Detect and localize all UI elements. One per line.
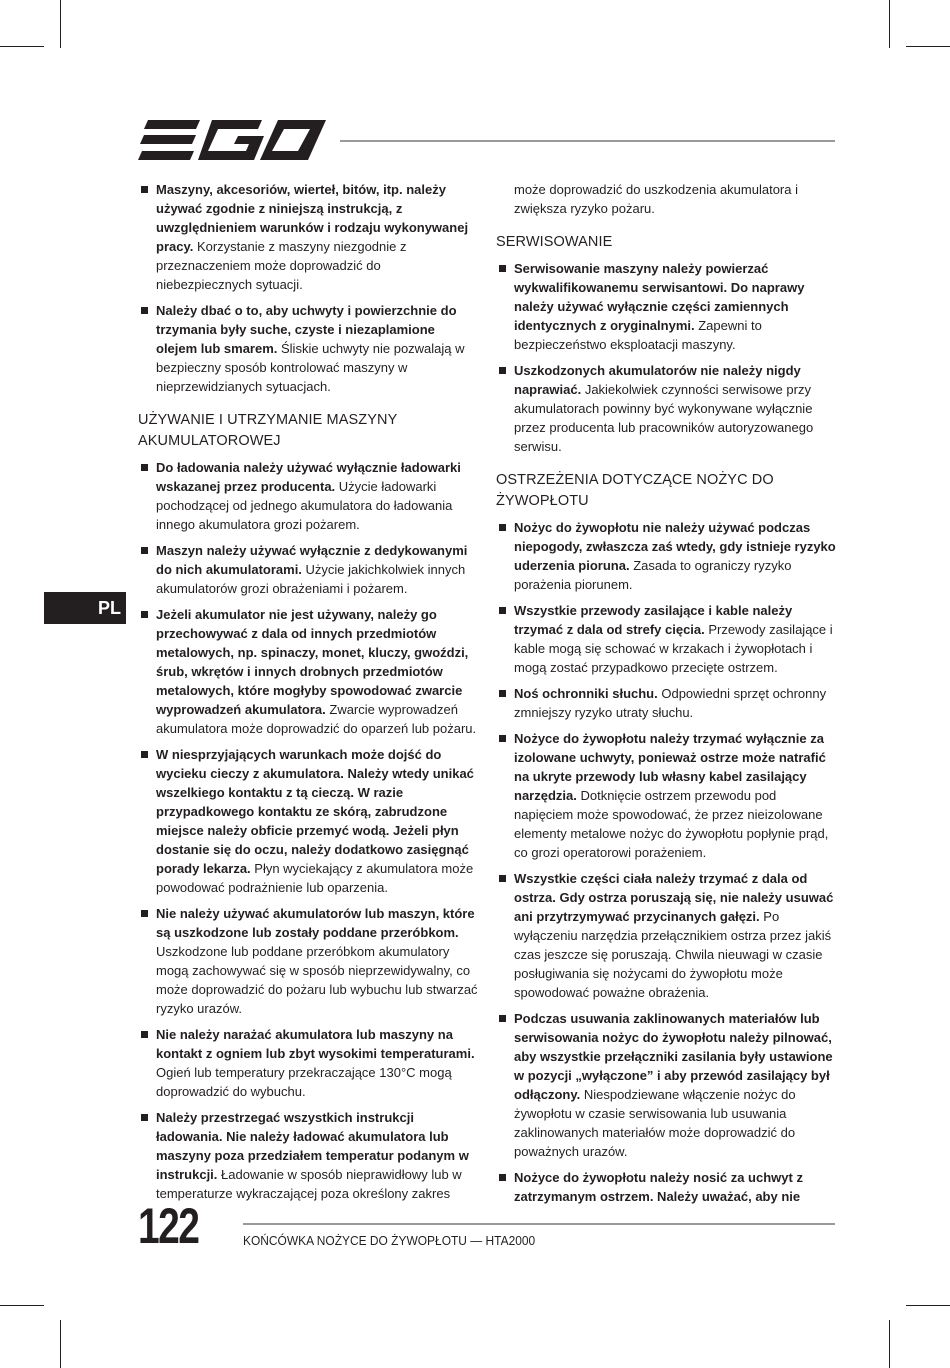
right-column <box>496 180 836 1213</box>
bullet-icon <box>499 875 506 882</box>
bullet-icon <box>499 735 506 742</box>
section-heading: UŻYWANIE I UTRZYMANIE MASZYNY AKUMULATOROWEJ <box>138 412 398 449</box>
bullet-icon <box>499 265 506 272</box>
bullet-icon <box>141 910 148 917</box>
crop-mark <box>0 1305 44 1306</box>
list-item: Nożyce do żywopłotu należy trzymać wyłącznie za izolowane uchwyty, ponieważ ostrze może natrafić na ukryte przewody lub własny kabel zasilający narzędzia. Dotknięcie ostrzem przewodu pod napięciem może spowodować, że przez nieizolowane elementy metalowe nożyc do żywopłotu popłynie prąd, co grozi operatorowi porażeniem. <box>496 729 836 862</box>
left-column <box>138 180 478 1210</box>
header-rule <box>340 140 835 142</box>
bullet-icon <box>141 1031 148 1038</box>
list-item: Należy dbać o to, aby uchwyty i powierzchnie do trzymania były suche, czyste i niezaplamione olejem lub smarem. Śliskie uchwyty nie pozwalają w bezpieczny sposób kontrolować maszyny w nieprzewidzianych sytuacjach. <box>138 301 478 396</box>
continuation-text: może doprowadzić do uszkodzenia akumulatora i zwiększa ryzyko pożaru. <box>514 182 798 216</box>
section-heading-warnings: OSTRZEŻENIA DOTYCZĄCE NOŻYC DO ŻYWOPŁOTU <box>496 472 774 509</box>
list-item: Należy przestrzegać wszystkich instrukcji ładowania. Nie należy ładować akumulatora lub maszyny poza przedziałem temperatur podanym w instrukcji. Ładowanie w sposób nieprawidłowy lub w temperaturze wykraczającej poza określony zakres <box>138 1108 478 1203</box>
bullet-icon <box>141 464 148 471</box>
bullet-icon <box>141 1114 148 1121</box>
footer-rule <box>243 1223 835 1225</box>
bullet-icon <box>141 751 148 758</box>
crop-mark <box>0 46 44 47</box>
bullet-icon <box>141 611 148 618</box>
crop-mark <box>906 1305 950 1306</box>
list-item: Maszyn należy używać wyłącznie z dedykowanymi do nich akumulatorami. Użycie jakichkolwiek innych akumulatorów grozi obrażeniami i pożarem. <box>138 541 478 598</box>
bullet-icon <box>499 1015 506 1022</box>
list-item: Serwisowanie maszyny należy powierzać wykwalifikowanemu serwisantowi. Do naprawy należy używać wyłącznie części zamiennych identycznych z oryginalnymi. Zapewni to bezpieczeństwo eksploatacji maszyny. <box>496 259 836 354</box>
list-item: Podczas usuwania zaklinowanych materiałów lub serwisowania nożyc do żywopłotu należy pilnować, aby wszystkie przełączniki zasilania były ustawione w pozycji „wyłączone” i aby przewód zasilający był odłączony. Niespodziewane włączenie nożyc do żywopłotu w czasie serwisowania lub usuwania zaklinowanych materiałów może doprowadzić do poważnych urazów. <box>496 1009 836 1161</box>
bullet-icon <box>499 1174 506 1181</box>
crop-mark <box>889 0 890 48</box>
list-item: Uszkodzonych akumulatorów nie należy nigdy naprawiać. Jakiekolwiek czynności serwisowe przy akumulatorach powinny być wykonywane wyłącznie przez producenta lub pracowników autoryzowanego serwisu. <box>496 361 836 456</box>
list-item: Wszystkie części ciała należy trzymać z dala od ostrza. Gdy ostrza poruszają się, nie należy usuwać ani przytrzymywać przycinanych gałęzi. Po wyłączeniu narzędzia przełącznikiem ostrza przez jakiś czas jeszcze się poruszają. Chwila nieuwagi w czasie posługiwania się nożycami do żywopłotu może spowodować poważne obrażenia. <box>496 869 836 1002</box>
list-item: Maszyny, akcesoriów, wierteł, bitów, itp. należy używać zgodnie z niniejszą instrukcją, z uwzględnieniem warunków i rodzaju wykonywanej pracy. Korzystanie z maszyny niezgodnie z przeznaczeniem może doprowadzić do niebezpiecznych sytuacji. <box>138 180 478 294</box>
ego-logo <box>138 120 328 160</box>
page-number: 122 <box>138 1198 199 1254</box>
crop-mark <box>906 46 950 47</box>
bullet-icon <box>499 524 506 531</box>
bullet-icon <box>499 690 506 697</box>
crop-mark <box>60 1320 61 1368</box>
list-item: Nożyc do żywopłotu nie należy używać podczas niepogody, zwłaszcza zaś wtedy, gdy istnieje ryzyko uderzenia pioruna. Zasada to ograniczy ryzyko porażenia piorunem. <box>496 518 836 594</box>
crop-mark <box>60 0 61 48</box>
section-heading-service: SERWISOWANIE <box>496 234 613 250</box>
list-item: Jeżeli akumulator nie jest używany, należy go przechowywać z dala od innych przedmiotów metalowych, np. spinaczy, monet, kluczy, gwoździ, śrub, wkrętów i innych drobnych przedmiotów metalowych, które mogłyby spowodować zwarcie wyprowadzeń akumulatora. Zwarcie wyprowadzeń akumulatora może doprowadzić do oparzeń lub pożaru. <box>138 605 478 738</box>
list-item: Noś ochronniki słuchu. Odpowiedni sprzęt ochronny zmniejszy ryzyko utraty słuchu. <box>496 684 836 722</box>
bullet-icon <box>499 367 506 374</box>
list-item: Nie należy narażać akumulatora lub maszyny na kontakt z ogniem lub zbyt wysokimi temperaturami. Ogień lub temperatury przekraczające 130°C mogą doprowadzić do wybuchu. <box>138 1025 478 1101</box>
footer-title: KOŃCÓWKA NOŻYCE DO ŻYWOPŁOTU — HTA2000 <box>243 1233 536 1248</box>
bullet-icon <box>141 307 148 314</box>
bullet-icon <box>141 547 148 554</box>
bullet-icon <box>499 607 506 614</box>
language-tab: PL <box>44 592 126 624</box>
crop-mark <box>889 1320 890 1368</box>
list-item: W niesprzyjających warunkach może dojść do wycieku cieczy z akumulatora. Należy wtedy unikać wszelkiego kontaktu z tą cieczą. W razie przypadkowego kontaktu ze skórą, zabrudzone miejsce należy obficie przemyć wodą. Jeżeli płyn dostanie się do oczu, należy dodatkowo zasięgnąć porady lekarza. Płyn wyciekający z akumulatora może powodować podrażnienie lub oparzenia. <box>138 745 478 897</box>
list-item: Nożyce do żywopłotu należy nosić za uchwyt z zatrzymanym ostrzem. Należy uważać, aby nie <box>496 1168 836 1206</box>
list-item: Do ładowania należy używać wyłącznie ładowarki wskazanej przez producenta. Użycie ładowarki pochodzącej od jednego akumulatora do ładowania innego akumulatora grozi pożarem. <box>138 458 478 534</box>
list-item: Nie należy używać akumulatorów lub maszyn, które są uszkodzone lub zostały poddane przeróbkom. Uszkodzone lub poddane przeróbkom akumulatory mogą zachowywać się w sposób nieprzewidywalny, co może doprowadzić do pożaru lub wybuchu lub stwarzać ryzyko urazów. <box>138 904 478 1018</box>
list-item: Wszystkie przewody zasilające i kable należy trzymać z dala od strefy cięcia. Przewody zasilające i kable mogą się schować w krzakach i żywopłotach i mogą zostać przypadkowo przecięte ostrzem. <box>496 601 836 677</box>
bullet-icon <box>141 186 148 193</box>
